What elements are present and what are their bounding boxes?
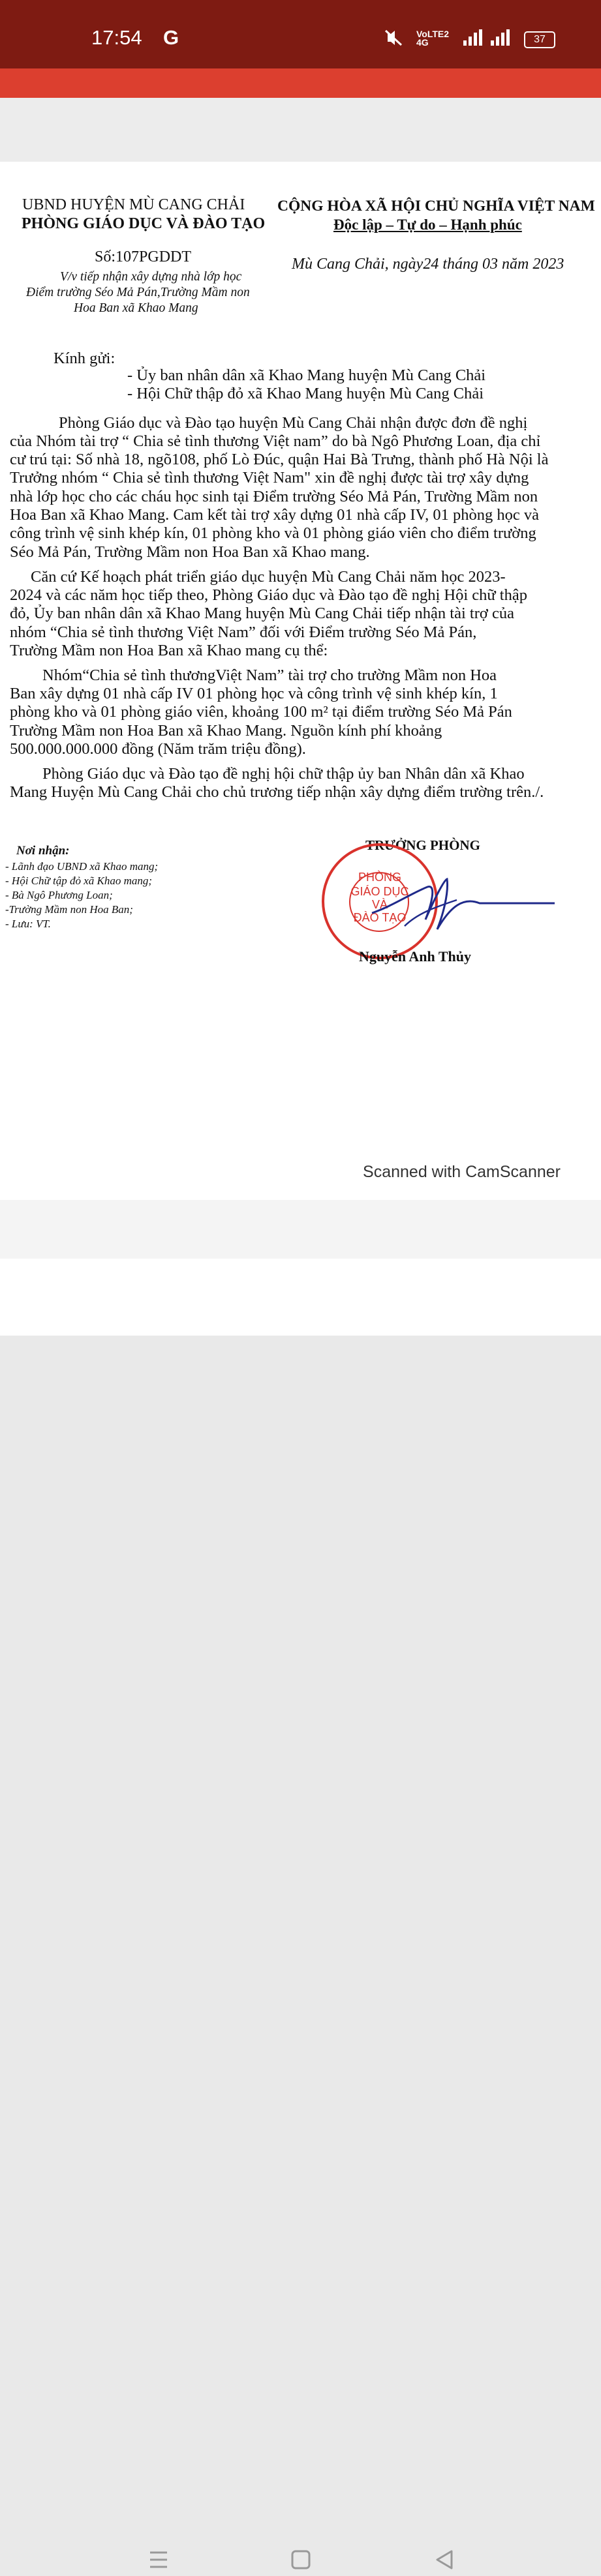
paragraph-line: Mang Huyện Mù Cang Chải cho chủ trương tiếp nhận xây dựng điểm trường trên./. [10, 783, 544, 801]
scan-bottom-margin [0, 1200, 601, 1259]
paragraph-line: Hoa Ban xã Khao Mang. Cam kết tài trợ xây dựng 01 nhà cấp IV, 01 phòng học và [10, 506, 539, 524]
paragraph-line: Trường Mầm non Hoa Ban xã Khao mang cụ thể: [10, 642, 328, 659]
left-header-1: UBND HUYỆN MÙ CANG CHẢI [22, 196, 245, 213]
salutation: Kính gửi: [54, 350, 116, 367]
paragraph-line: của Nhóm tài trợ “ Chia sẻ tình thương Việt nam” do bà Ngô Phương Loan, địa chỉ [10, 432, 541, 450]
signer-title: TRƯỞNG PHÒNG [365, 837, 480, 853]
paragraph-line: Trường Mầm non Hoa Ban xã Khao Mang. Nguồn kính phí khoảng [10, 722, 442, 740]
paragraph-line: phòng kho và 01 phòng giáo viên, khoảng 100 m² tại điểm trường Séo Mả Pán [10, 703, 512, 721]
battery-level: 37 [534, 34, 546, 45]
camscanner-watermark: Scanned with CamScanner [363, 1163, 561, 1181]
right-header-2: Độc lập – Tự do – Hạnh phúc [333, 217, 522, 233]
right-header-1: CỘNG HÒA XÃ HỘI CHỦ NGHĨA VIỆT NAM [277, 198, 595, 215]
paragraph-line: Phòng Giáo dục và Đào tạo đề nghị hội chữ thập ủy ban Nhân dân xã Khao [42, 765, 525, 783]
recipient-2: - Hội Chữ thập đỏ xã Khao Mang huyện Mù Cang Chải [127, 385, 484, 402]
seal-line-1: PHÒNG [358, 871, 401, 884]
subject-line-1: V/v tiếp nhận xây dựng nhà lớp học [60, 270, 242, 284]
scan-top-margin [0, 98, 601, 162]
seal-line-2: GIÁO DỤC [350, 885, 409, 898]
battery-icon [524, 31, 555, 48]
network-label: VoLTE2 4G [416, 29, 450, 48]
paragraph-line: công trình vệ sinh khép kín, 01 phòng kho và 01 phòng giáo viên cho điểm trường [10, 524, 536, 542]
home-square-icon[interactable] [285, 2543, 317, 2576]
recipient-list-item: - Lãnh đạo UBND xã Khao mang; [5, 860, 159, 873]
signer-name: Nguyễn Anh Thủy [359, 948, 472, 965]
seal-line-3: VÀ [371, 898, 388, 911]
navigation-bar [0, 1259, 601, 1336]
paragraph-line: 500.000.000.000 đồng (Năm trăm triệu đồng). [10, 740, 306, 758]
back-triangle-icon[interactable] [428, 2543, 461, 2576]
paragraph-line: Trưởng nhóm “ Chia sẻ tình thương Việt Nam" xin đề nghị được tài trợ xây dựng [10, 469, 529, 487]
subject-line-3: Hoa Ban xã Khao Mang [74, 301, 198, 315]
paragraph-line: 2024 và các năm học tiếp theo, Phòng Giáo dục và Đào tạo đề nghị Hội chữ thập [10, 586, 527, 604]
seal-line-4: ĐÀO TẠO [353, 911, 407, 924]
subject-line-2: Điểm trường Séo Mả Pán,Trường Mầm non [26, 286, 250, 299]
recipient-list-item: - Lưu: VT. [5, 918, 51, 930]
status-bar [0, 0, 601, 68]
signature-icon [365, 867, 561, 939]
g-notification-icon: G [163, 26, 179, 49]
recipient-list-item: - Bà Ngô Phương Loan; [5, 889, 113, 901]
document-number: Số:107PGDDT [95, 248, 192, 265]
document-date: Mù Cang Chải, ngày24 tháng 03 năm 2023 [292, 256, 564, 273]
status-time: 17:54 [91, 26, 142, 49]
recipient-1: - Ủy ban nhân dân xã Khao Mang huyện Mù Cang Chải [127, 367, 486, 384]
paragraph-line: Nhóm“Chia sẻ tình thươngViệt Nam” tài trợ cho trường Mầm non Hoa [42, 666, 497, 684]
signal-icon [462, 29, 514, 47]
mute-icon [384, 29, 403, 47]
paragraph-line: nhà lớp học cho các cháu học sinh tại Điểm trường Séo Mả Pán, Trường Mầm non [10, 488, 538, 505]
left-header-2: PHÒNG GIÁO DỤC VÀ ĐÀO TẠO [22, 215, 266, 232]
recipient-list-item: -Trường Mầm non Hoa Ban; [5, 903, 133, 916]
paragraph-line: Ban xây dựng 01 nhà cấp IV 01 phòng học và công trình vệ sinh khép kín, 1 [10, 685, 498, 702]
paragraph-line: Căn cứ Kế hoạch phát triển giáo dục huyện Mù Cang Chải năm học 2023- [31, 568, 506, 586]
paragraph-line: Phòng Giáo dục và Đào tạo huyện Mù Cang Chải nhận được đơn đề nghị [59, 414, 528, 432]
app-header-bar [0, 68, 601, 98]
paragraph-line: cư trú tại: Số nhà 18, ngõ108, phố Lò Đúc, quận Hai Bà Trưng, thành phố Hà Nội là [10, 451, 549, 468]
menu-icon[interactable] [142, 2543, 175, 2576]
recipients-title: Nơi nhận: [16, 844, 70, 858]
paragraph-line: đỏ, Ủy ban nhân dân xã Khao Mang huyện Mù Cang Chải tiếp nhận tài trợ của [10, 605, 514, 622]
paragraph-line: Séo Mả Pán, Trường Mầm non Hoa Ban xã Khao mang. [10, 543, 370, 561]
recipient-list-item: - Hội Chữ tập đỏ xã Khao mang; [5, 875, 153, 887]
paragraph-line: nhóm “Chia sẻ tình thương Việt Nam” đối với Điểm trường Séo Mả Pán, [10, 623, 477, 641]
